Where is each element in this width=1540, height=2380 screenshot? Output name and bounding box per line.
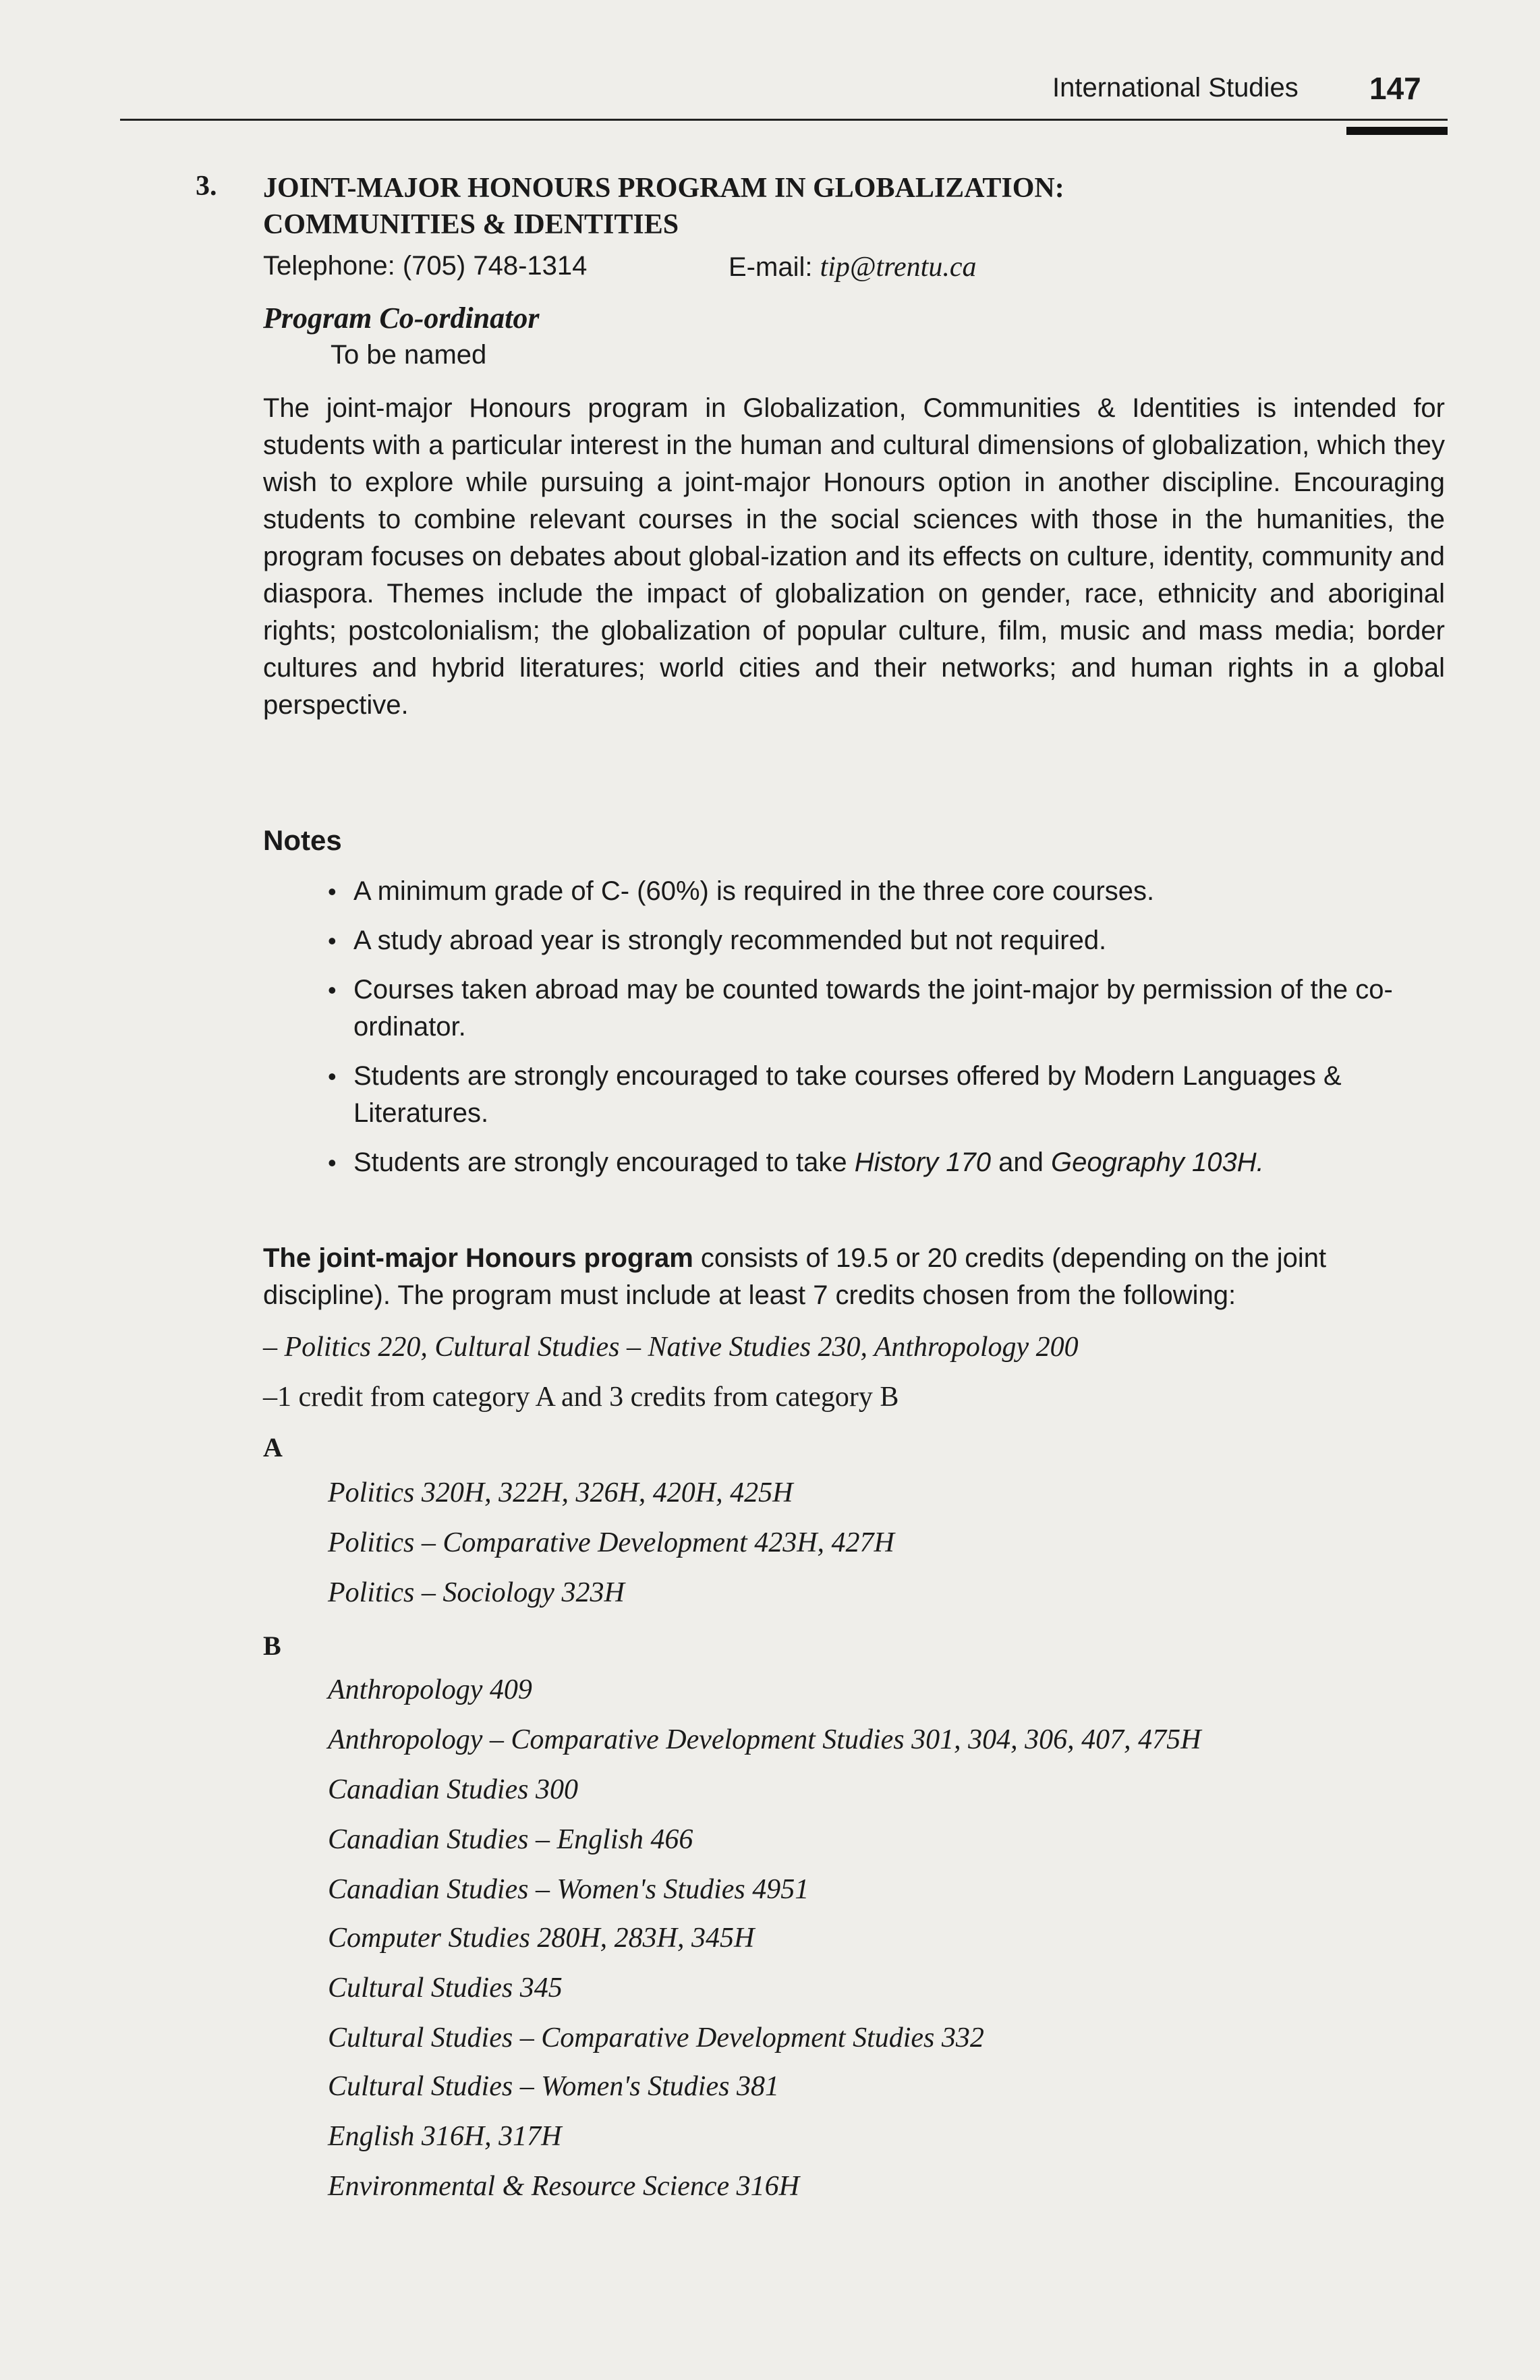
note-item (328, 922, 1434, 959)
course-item: Canadian Studies 300 (328, 1774, 579, 1805)
note-text: A study abroad year is strongly recommended but not required. (353, 926, 1107, 955)
contact-line (263, 251, 1410, 281)
course-item: Politics 320H, 322H, 326H, 420H, 425H (328, 1477, 793, 1508)
page-number: 147 (1369, 71, 1421, 106)
program-description: The joint-major Honours program in Globalization, Communities & Identities is intended for students with a particular interest in the human and cultural dimensions of globalization, which they wish to explore while pursuing a joint-major Honours option in another discipline. Encouraging students to combine relevant courses in the social sciences with those in the humanities, the program focuses on debates about global-ization and its effects on culture, identity, community and diaspora. Themes include the impact of globalization on gender, race, ethnicity and aboriginal rights; postcolonialism; the globalization of popular culture, film, music and mass media; border cultures and hybrid literatures; world cities and their networks; and human rights in a global perspective. (263, 393, 1445, 720)
course-item: Cultural Studies – Comparative Development Studies 332 (328, 2022, 984, 2053)
course-item: Computer Studies 280H, 283H, 345H (328, 1923, 755, 1954)
course-item: Anthropology – Comparative Development Studies 301, 304, 306, 407, 475H (328, 1724, 1201, 1755)
note-item (328, 1144, 1434, 1181)
note-text-and: and (991, 1148, 1051, 1177)
section-title-line1: JOINT-MAJOR HONOURS PROGRAM IN GLOBALIZATION: (263, 173, 1064, 204)
course-item: Politics – Sociology 323H (328, 1577, 625, 1608)
email-address[interactable]: tip@trentu.ca (820, 252, 977, 283)
email-label: E-mail: (729, 252, 820, 282)
note-text: Students are strongly encouraged to take courses offered by Modern Languages & Literatures. (353, 1061, 1342, 1128)
course-item: Anthropology 409 (328, 1674, 532, 1705)
course-item: English 316H, 317H (328, 2121, 562, 2152)
course-item: Canadian Studies – Women's Studies 4951 (328, 1874, 809, 1905)
bullet-icon: • (328, 976, 337, 1004)
program-lead: The joint-major Honours program (263, 1243, 693, 1273)
notes-list (328, 873, 1434, 1193)
bullet-icon: • (328, 927, 337, 955)
bullet-icon: • (328, 878, 337, 905)
section-title (263, 170, 1410, 243)
category-a-label: A (263, 1432, 283, 1463)
course-item: Canadian Studies – English 466 (328, 1824, 693, 1855)
telephone: Telephone: (705) 748-1314 (263, 251, 588, 281)
course-item: Cultural Studies 345 (328, 1973, 563, 2004)
section-number: 3. (196, 171, 217, 202)
email-block (729, 251, 976, 283)
course-item: Politics – Comparative Development 423H, 427H (328, 1527, 894, 1558)
note-item (328, 971, 1434, 1046)
bullet-icon: • (328, 1149, 337, 1177)
header-rule (120, 119, 1448, 121)
core-requirement: – Politics 220, Cultural Studies – Native Studies 230, Anthropology 200 (263, 1332, 1079, 1363)
note-text: Courses taken abroad may be counted towards the joint-major by permission of the co-ordinator. (353, 975, 1393, 1042)
program-requirements (263, 1240, 1445, 1314)
bullet-icon: • (328, 1062, 337, 1090)
note-text: A minimum grade of C- (60%) is required in the three core courses. (353, 876, 1155, 906)
category-requirement: –1 credit from category A and 3 credits from category B (263, 1382, 899, 1413)
note-item (328, 873, 1434, 910)
header-rule-accent (1346, 127, 1448, 135)
coordinator-name: To be named (331, 340, 487, 370)
course-item: Cultural Studies – Women's Studies 381 (328, 2071, 779, 2102)
course-item: Environmental & Resource Science 316H (328, 2171, 800, 2202)
note-course-history: History 170 (854, 1148, 992, 1177)
coordinator-heading: Program Co-ordinator (263, 302, 540, 335)
note-item (328, 1058, 1434, 1132)
notes-heading: Notes (263, 824, 342, 856)
program-lead-rest: consists of 19.5 or 20 credits (depending on the joint discipline). The program must include at least 7 credits chosen from the following: (263, 1243, 1327, 1310)
category-b-label: B (263, 1631, 281, 1661)
note-text-prefix: Students are strongly encouraged to take (353, 1148, 855, 1177)
section-title-line2: COMMUNITIES & IDENTITIES (263, 209, 679, 240)
running-header-title: International Studies (1052, 73, 1299, 103)
note-course-geography: Geography 103H. (1050, 1148, 1264, 1177)
